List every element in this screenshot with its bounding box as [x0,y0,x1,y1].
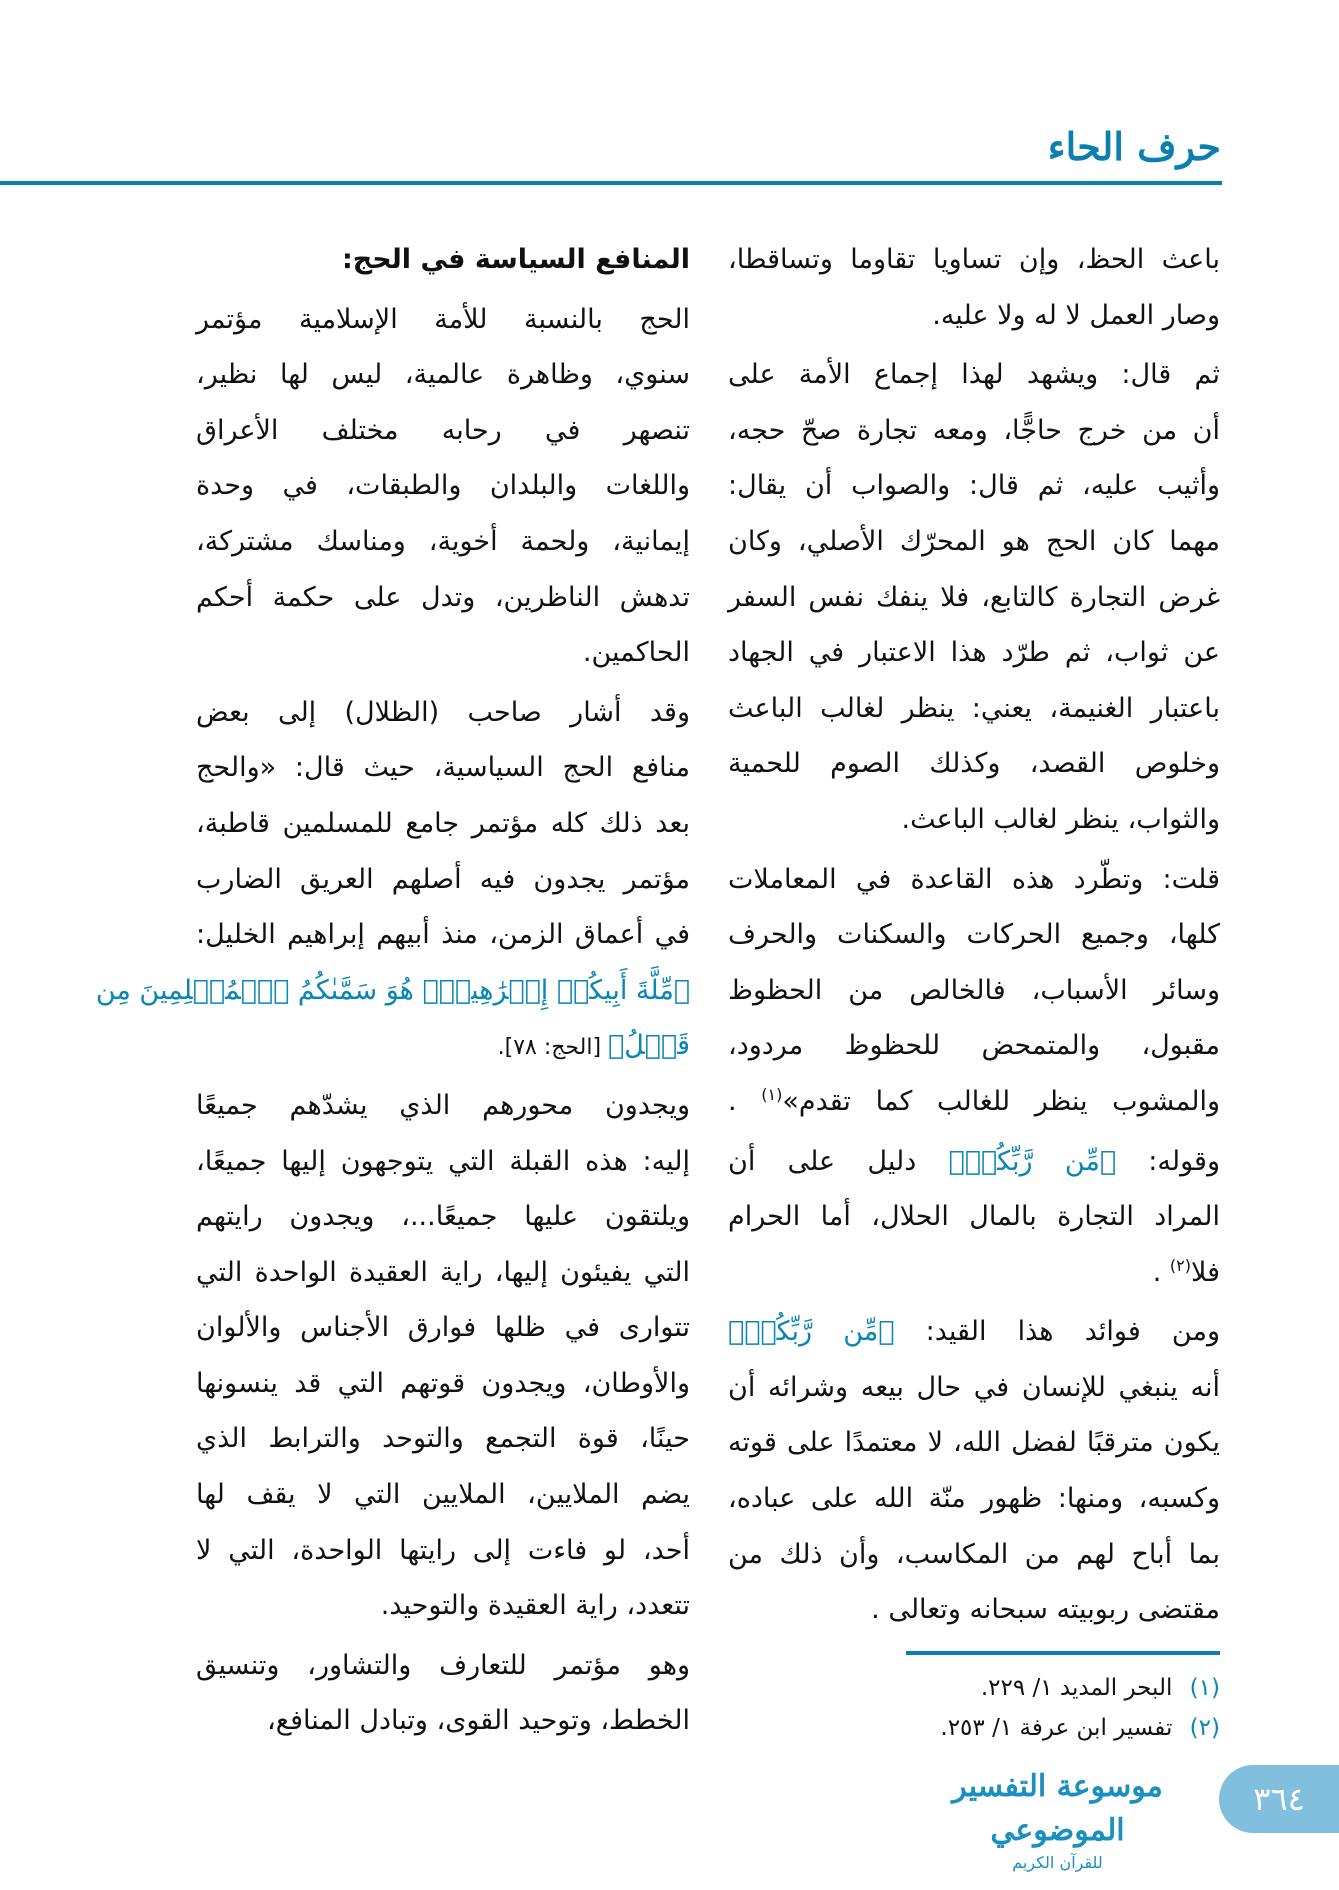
line-text: والمشوب ينظر للغالب كما تقدم» [782,1085,1221,1117]
line-text: ثم قال: ويشهد لهذا إجماع الأمة على [728,359,1220,391]
text-line [196,1523,690,1579]
line-text: دليل على أن [728,1145,949,1177]
line-text: غرض التجارة كالتابع، فلا ينفك نفس السفر [728,581,1220,613]
verse-reference: [الحج: ٧٨]. [497,1035,609,1061]
line-text: تتوارى في ظلها فوارق الأجناس والألوان [196,1312,690,1344]
footnote-text: البحر المديد ١/ ٢٢٩. [980,1675,1173,1701]
text-line [196,514,690,570]
text-line [728,458,1220,514]
line-text: ومن فوائد هذا القيد: [894,1316,1220,1348]
line-text: تتعدد، راية العقيدة والتوحيد. [380,1590,690,1622]
text-line [196,625,690,681]
text-line [728,1189,1220,1245]
text-line [196,852,690,908]
line-text: مقبول، والمتمحض للحظوظ مردود، [728,1030,1220,1062]
line-text: ويلتقون عليها جميعًا...، ويجدون رايتهم [196,1201,690,1233]
line-text: سنوي، وظاهرة عالمية، ليس لها نظير، [196,359,690,391]
text-line [728,963,1220,1019]
line-text: وقوله: [1116,1145,1220,1177]
line-text: كلها، وجميع الحركات والسكنات والحرف [728,919,1220,951]
line-text: بما أباح لهم من المكاسب، وأن ذلك من [728,1538,1220,1570]
footnote-number: (١) [1189,1675,1220,1701]
text-line [728,570,1220,626]
line-text: حينًا، قوة التجمع والتوحد والترابط الذي [196,1423,690,1455]
text-line [196,1356,690,1412]
line-text: وقد أشار صاحب (الظلال) إلى بعض [196,696,690,728]
text-line [196,458,690,514]
line-text: . [728,1085,762,1117]
chapter-title: حرف الحاء [1047,124,1221,169]
text-line [196,907,690,963]
line-text: أنه ينبغي للإنسان في حال بيعه وشرائه أن [728,1371,1220,1403]
logo-subtitle: للقرآن الكريم [1012,1853,1103,1872]
text-line [196,347,690,403]
text-line [196,796,690,852]
text-line [95,963,690,1019]
line-text: الخطط، وتوحيد القوى، وتبادل المنافع، [267,1705,690,1737]
footnote-ref: (١) [761,1084,783,1104]
footnote [880,1708,1220,1748]
line-text: مقتضى ربوبيته سبحانه وتعالى . [871,1594,1220,1626]
line-text: بعد ذلك كله مؤتمر جامع للمسلمين قاطبة، [196,807,690,839]
footnote-ref: (٢) [1169,1255,1191,1275]
text-line [728,1360,1220,1416]
line-text: والأوطان، ويجدون قوتهم التي قد ينسونها [196,1367,690,1399]
text-line [728,852,1220,908]
text-line [728,681,1220,737]
quran-verse: ﴿مِّلَّةَ أَبِيكُمۡ إِبۡرَٰهِيمَۚ هُوَ سَمَّىٰكُمُ ٱلۡمُسۡلِمِينَ مِن [95,974,690,1006]
footnote-number: (٢) [1189,1715,1220,1741]
quran-verse: ﴿مِّن رَّبِّكُمۡ﴾ [948,1145,1117,1177]
text-line [728,1527,1220,1583]
line-text: أن من خرج حاجًّا، ومعه تجارة صحّ حجه، [728,414,1220,446]
line-text: تدهش الناظرين، وتدل على حكمة أحكم [196,581,690,613]
text-line [196,570,690,626]
text-line [728,347,1220,403]
text-line [728,625,1220,681]
text-line [196,685,690,741]
text-line [728,288,1220,344]
line-text: منافع الحج السياسية، حيث قال: «والحج [196,752,690,784]
text-line [196,232,690,288]
line-text: مهما كان الحج هو المحرّك الأصلي، وكان [728,525,1220,557]
line-text: باعتبار الغنيمة، يعني: ينظر لغالب الباعث [728,692,1220,724]
right-column [728,232,1220,1638]
text-line [728,736,1220,792]
line-text: في أعماق الزمن، منذ أبيهم إبراهيم الخليل: [196,919,690,951]
line-text: قلت: وتطّرد هذه القاعدة في المعاملات [728,863,1220,895]
page-number: ٣٦٤ [1219,1765,1339,1833]
text-line [196,1245,690,1301]
text-line [728,1304,1220,1360]
text-line [728,907,1220,963]
line-text: إليه: هذه القبلة التي يتوجهون إليها جميعًا، [196,1145,690,1177]
text-line [728,1074,1220,1130]
text-line [728,1471,1220,1527]
line-text: . [1152,1256,1170,1288]
header-divider [0,181,1222,185]
line-text: عن ثواب، ثم طرّد هذا الاعتبار في الجهاد [728,637,1220,669]
line-text: أحد، لو فاءت إلى رايتها الواحدة، التي لا [196,1534,690,1566]
line-text: إيمانية، ولحمة أخوية، ومناسك مشتركة، [196,525,690,557]
line-text: باعث الحظ، وإن تساويا تقاوما وتساقطا، [728,244,1220,275]
text-line [728,514,1220,570]
footnote-divider [906,1651,1220,1655]
text-line [196,1078,690,1134]
line-text: المراد التجارة بالمال الحلال، أما الحرام [728,1201,1220,1233]
text-line [196,1411,690,1467]
line-text: والثواب، ينظر لغالب الباعث. [901,803,1220,835]
line-text: ويجدون محورهم الذي يشدّهم جميعًا [196,1089,690,1121]
text-line [196,1638,690,1694]
text-line [728,1415,1220,1471]
footnotes [880,1668,1220,1748]
line-text: فلا [1190,1256,1220,1288]
left-column [95,232,690,1749]
line-text: واللغات والبلدان والطبقات، في وحدة [196,470,690,502]
quran-verse: ﴿مِّن رَّبِّكُمۡ﴾ [728,1316,895,1348]
quran-verse: قَبۡلُ﴾ [608,1030,690,1062]
text-line [728,1582,1220,1638]
line-text: الحج بالنسبة للأمة الإسلامية مؤتمر [196,303,690,335]
logo-title: موسوعة التفسير الموضوعي [952,1769,1163,1848]
line-text: وسائر الأسباب، فالخالص من الحظوظ [728,974,1220,1006]
line-text: تنصهر في رحابه مختلف الأعراق [196,414,690,446]
text-line [196,1300,690,1356]
line-text: وكسبه، ومنها: ظهور منّة الله على عباده، [728,1483,1220,1515]
text-line [196,1467,690,1523]
line-text: وخلوص القصد، وكذلك الصوم للحمية [728,748,1220,780]
line-text: يكون مترقبًا لفضل الله، لا معتمدًا على قوته [728,1427,1220,1459]
text-line [196,1578,690,1634]
text-line [196,1189,690,1245]
text-line [196,292,690,348]
line-text: التي يفيئون إليها، راية العقيدة الواحدة التي [196,1256,690,1288]
text-line [196,1018,690,1074]
line-text: يضم الملايين، الملايين التي لا يقف لها [196,1479,690,1511]
text-line [196,740,690,796]
footnote-text: تفسير ابن عرفة ١/ ٢٥٣. [940,1715,1173,1741]
line-text: وهو مؤتمر للتعارف والتشاور، وتنسيق [196,1649,690,1681]
text-line [728,403,1220,459]
text-line [728,1018,1220,1074]
encyclopedia-logo [935,1765,1180,1872]
footnote [880,1668,1220,1708]
text-line [196,1693,690,1749]
text-line [728,1245,1220,1301]
text-line [728,1134,1220,1190]
text-line [196,403,690,459]
line-text: الحاكمين. [582,637,690,669]
section-heading: المنافع السياسة في الحج: [341,244,690,275]
line-text: وأثيب عليه، ثم قال: والصواب أن يقال: [728,470,1220,502]
line-text: مؤتمر يجدون فيه أصلهم العريق الضارب [196,863,690,895]
line-text: وصار العمل لا له ولا عليه. [932,299,1220,331]
text-line [196,1134,690,1190]
text-line [728,792,1220,848]
text-line [728,232,1220,288]
